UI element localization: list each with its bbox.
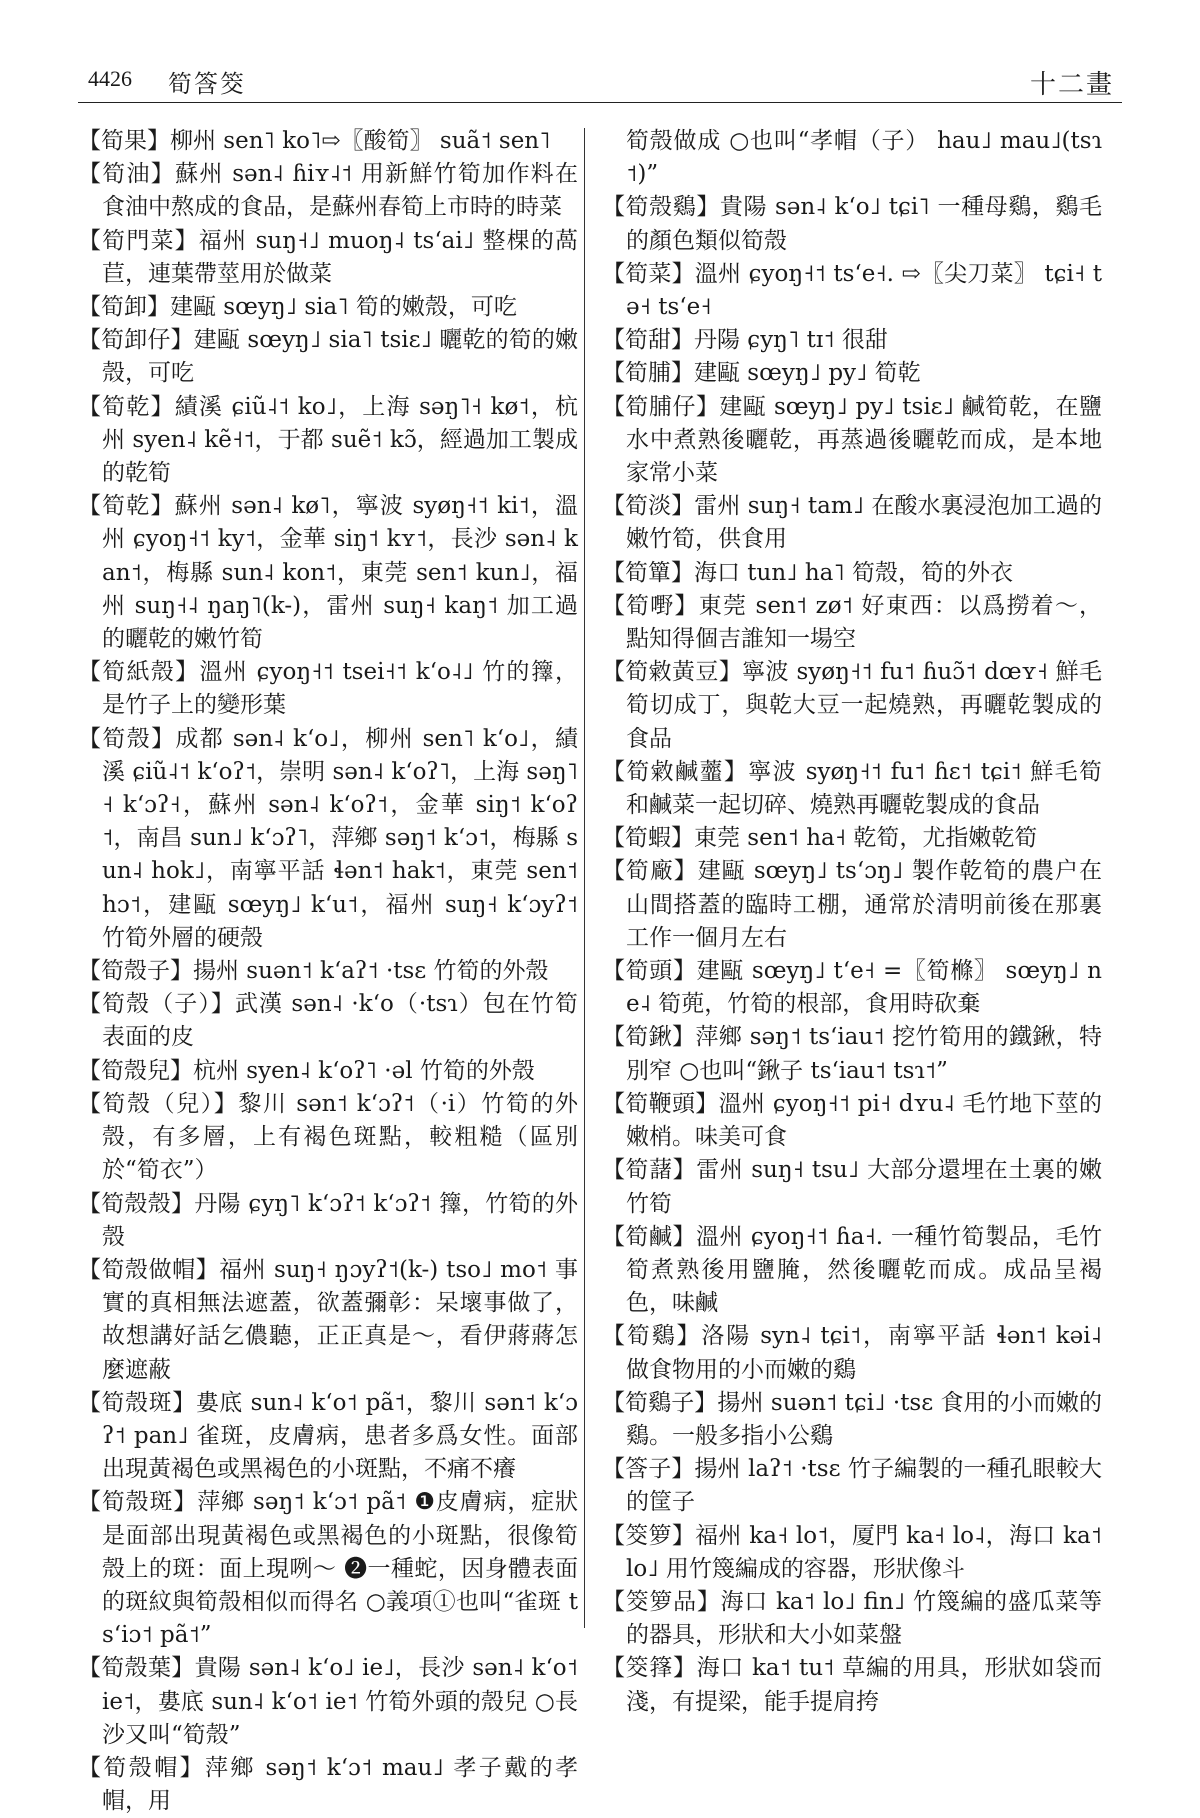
dictionary-entry: 【筍殼（子）】武漢 sən˨ ·kʻo（·tsɿ）包在竹筍表面的皮 xyxy=(78,991,578,1051)
dictionary-entry: 【筍廠】建甌 sœyŋ˩ tsʻɔŋ˩ 製作乾筍的農户在山間搭蓋的臨時工棚，通常於清明前後在那裏工作一個月左右 xyxy=(602,858,1102,951)
dictionary-entry: 【筍油】蘇州 sən˨ ɦiʏ˨˦ 用新鮮竹筍加作料在食油中熬成的食品，是蘇州春筍上市時的時菜 xyxy=(78,161,578,221)
dictionary-entry: 【筍殼子】揚州 suən˦ kʻaʔ˦ ·tsɛ 竹筍的外殼 xyxy=(78,958,549,985)
page-header xyxy=(78,58,1122,98)
page-number: 4426 xyxy=(88,66,132,91)
dictionary-entry: 【筍殼做帽】福州 suŋ˧ ŋɔyʔ˦(k-) tso˩ mo˦ 事實的真相無法遮蓋，欲蓋彌彰：呆壞事做了，故想講好話乞儂聽，正正真是～，看伊蔣蔣怎麼遮蔽 xyxy=(78,1256,578,1383)
dictionary-entry: 【筍鍬】萍鄉 səŋ˦ tsʻiau˦ 挖竹筍用的鐵鍬，特別窄 ○也叫“鍬子 tsʻiau˦ tsɿ˦” xyxy=(602,1024,1102,1084)
dictionary-entry: 【筍紙殼】溫州 ɕyoŋ˧˦ tsei˧˦ kʻo˨˩ 竹的籜，是竹子上的變形葉 xyxy=(78,659,578,719)
dictionary-entry-continued: 筍殼做成 ○也叫“孝帽（子） hau˩ mau˩(tsɿ˦)” xyxy=(626,128,1102,188)
dictionary-entry: 【筍菜】溫州 ɕyoŋ˧˦ tsʻe˧. ⇨〖尖刀菜〗 tɕi˧ tə˧ tsʻe˧ xyxy=(602,260,1102,321)
dictionary-entry: 【筍鷄】洛陽 syn˨ tɕi˦，南寧平話 ɬən˦ kəi˨ 做食物用的小而嫩的鷄 xyxy=(602,1323,1102,1383)
dictionary-entry: 【筊箩品】海口 ka˦ lo˩ fin˩ 竹篾編的盛瓜菜等的器具，形狀和大小如菜盤 xyxy=(602,1588,1102,1649)
dictionary-entry: 【筊箨】海口 ka˦ tu˦ 草編的用具，形狀如袋而淺，有提梁，能手提肩挎 xyxy=(602,1655,1102,1715)
dictionary-entry: 【筍鹹】溫州 ɕyoŋ˧˦ ɦa˧. 一種竹筍製品，毛竹筍煮熟後用鹽腌，然後曬乾而成。成品呈褐色，味鹹 xyxy=(602,1223,1102,1317)
dictionary-entry: 【筍藷】雷州 suŋ˧ tsu˩ 大部分還埋在土裏的嫩竹筍 xyxy=(602,1157,1102,1217)
dictionary-entry: 【筍脯】建甌 sœyŋ˩ py˩ 筍乾 xyxy=(602,360,921,387)
dictionary-entry: 【筍甜】丹陽 ɕyŋ˥ tɪ˦ 很甜 xyxy=(602,327,888,354)
dictionary-entry: 【筍卸仔】建甌 sœyŋ˩ sia˥ tsiɛ˩ 曬乾的筍的嫩殼，可吃 xyxy=(78,327,578,387)
dictionary-entry: 【筍蝦】東莞 sen˦ ha˧ 乾筍，尤指嫩乾筍 xyxy=(602,825,1038,852)
dictionary-entry: 【筍乾】蘇州 sən˨ kø˥，寧波 syøŋ˧˦ ki˦，溫州 ɕyoŋ˧˦ ky˦，金華 siŋ˦ kʏ˦，長沙 sən˨ kan˦，梅縣 sun˨ kon˦，東莞 sen˦ kun˩，福州 suŋ˧˨ ŋaŋ˥(k-)，雷州 suŋ˧ kaŋ˦ 加工過的曬乾的嫩竹筍 xyxy=(78,493,578,653)
dictionary-entry: 【筍殼】成都 sən˨ kʻo˩，柳州 sen˥ kʻo˩，績溪 ɕiũ˨˦ kʻoʔ˦，崇明 sən˨ kʻoʔ˥，上海 səŋ˥˧ kʻɔʔ˧，蘇州 sən˨ kʻoʔ˦，金華 siŋ˦ kʻoʔ˦，南昌 sun˩ kʻɔʔ˥，萍鄉 səŋ˦ kʻɔ˦，梅縣 sun˨ hok˩，南寧平話 ɬən˦ hak˦，東莞 sen˦ hɔ˦，建甌 sœyŋ˩ kʻu˦，福州 suŋ˧ kʻɔyʔ˦ 竹筍外層的硬殼 xyxy=(78,725,578,951)
dictionary-entry: 【筍殼兒】杭州 syen˨ kʻoʔ˥ ·əl 竹筍的外殼 xyxy=(78,1057,535,1084)
header-characters: 筍筨筊 xyxy=(168,70,246,98)
dictionary-entry: 【筍殼葉】貴陽 sən˨ kʻo˩ ie˩，長沙 sən˨ kʻo˦ ie˦，婁底 sun˨ kʻo˦ ie˦ 竹筍外頭的殼兒 ○長沙又叫“筍殼” xyxy=(78,1655,578,1748)
dictionary-entry: 【筍簞】海口 tun˩ ha˥ 筍殼，筍的外衣 xyxy=(602,559,1014,586)
dictionary-entry: 【筍嘢】東莞 sen˦ zø˦ 好東西：以爲撈着～，點知得個吉誰知一場空 xyxy=(602,592,1102,653)
dictionary-entry: 【筍乾】績溪 ɕiũ˨˦ ko˩，上海 səŋ˥˧ kø˦，杭州 syen˨ kẽ˧˦，于都 suẽ˦ kɔ̃，經過加工製成的乾筍 xyxy=(78,393,578,487)
column-divider xyxy=(584,128,585,1628)
dictionary-entry: 【筍殼鷄】貴陽 sən˨ kʻo˩ tɕi˥ 一種母鷄，鷄毛的顏色類似筍殼 xyxy=(602,194,1102,254)
dictionary-entry: 【筍頭】建甌 sœyŋ˩ tʻe˧ =〖筍樤〗 sœyŋ˩ ne˨ 筍蔸，竹筍的根部，食用時砍棄 xyxy=(602,958,1102,1018)
dictionary-entry: 【筍卸】建甌 sœyŋ˩ sia˥ 筍的嫩殼，可吃 xyxy=(78,294,517,321)
dictionary-entry: 【筍敹鹹虀】寧波 syøŋ˧˦ fu˦ ɦɛ˦ tɕi˦ 鮮毛筍和鹹菜一起切碎、燒熟再曬乾製成的食品 xyxy=(602,758,1102,819)
dictionary-entry: 【筍殼斑】萍鄉 səŋ˦ kʻɔ˦ pã˦ ❶皮膚病，症狀是面部出現黃褐色或黑褐色的小斑點，很像筍殼上的斑：面上現咧～ ❷一種蛇，因身體表面的斑紋與筍殼相似而得名 ○義項①也叫“雀斑 tsʻiɔ˦ pã˦” xyxy=(78,1489,578,1649)
right-column xyxy=(602,125,1102,1719)
dictionary-entry: 【筍脯仔】建甌 sœyŋ˩ py˩ tsiɛ˩ 鹹筍乾，在鹽水中煮熟後曬乾，再蒸過後曬乾而成，是本地家常小菜 xyxy=(602,393,1102,487)
dictionary-entry: 【筍鞭頭】溫州 ɕyoŋ˧˦ pi˧ dʏu˨ 毛竹地下莖的嫩梢。味美可食 xyxy=(602,1090,1102,1151)
dictionary-entry: 【筍殼斑】婁底 sun˨ kʻo˦ pã˦，黎川 sən˦ kʻɔʔ˦ pan˩ 雀斑，皮膚病，患者多爲女性。面部出現黃褐色或黑褐色的小斑點，不痛不癢 xyxy=(78,1389,578,1483)
dictionary-entry: 【筍殼殼】丹陽 ɕyŋ˥ kʻɔʔ˦ kʻɔʔ˦ 籜，竹筍的外殼 xyxy=(78,1190,578,1250)
dictionary-entry: 【筍門菜】福州 suŋ˧˩ muoŋ˨ tsʻai˩ 整棵的萵苣，連葉帶莖用於做菜 xyxy=(78,227,578,287)
dictionary-entry: 【筨子】揚州 laʔ˦ ·tsɛ 竹子編製的一種孔眼較大的筐子 xyxy=(602,1456,1102,1516)
left-column xyxy=(78,125,578,1818)
stroke-count: 十二畫 xyxy=(1029,70,1114,100)
dictionary-entry: 【筍殼帽】萍鄉 səŋ˦ kʻɔ˦ mau˩ 孝子戴的孝帽，用 xyxy=(78,1754,578,1815)
dictionary-entry: 【筍殼（兒）】黎川 sən˦ kʻɔʔ˦（·i）竹筍的外殼，有多層，上有褐色斑點，較粗糙（區別於“筍衣”） xyxy=(78,1090,578,1184)
dictionary-entry: 【筍淡】雷州 suŋ˧ tam˩ 在酸水裏浸泡加工過的嫩竹筍，供食用 xyxy=(602,493,1102,553)
dictionary-entry: 【筍敹黃豆】寧波 syøŋ˧˦ fu˦ ɦuɔ̃˦ dœʏ˧ 鮮毛筍切成丁，與乾大豆一起燒熟，再曬乾製成的食品 xyxy=(602,659,1102,752)
dictionary-entry: 【筊箩】福州 ka˧ lo˦，厦門 ka˧ lo˨，海口 ka˦ lo˩ 用竹篾編成的容器，形狀像斗 xyxy=(602,1522,1102,1582)
dictionary-entry: 【筍果】柳州 sen˥ ko˥⇨〖酸筍〗 suã˦ sen˥ xyxy=(78,128,551,154)
dictionary-entry: 【筍鷄子】揚州 suən˦ tɕi˩ ·tsɛ 食用的小而嫩的鷄。一般多指小公鷄 xyxy=(602,1389,1102,1449)
header-rule xyxy=(78,102,1122,103)
